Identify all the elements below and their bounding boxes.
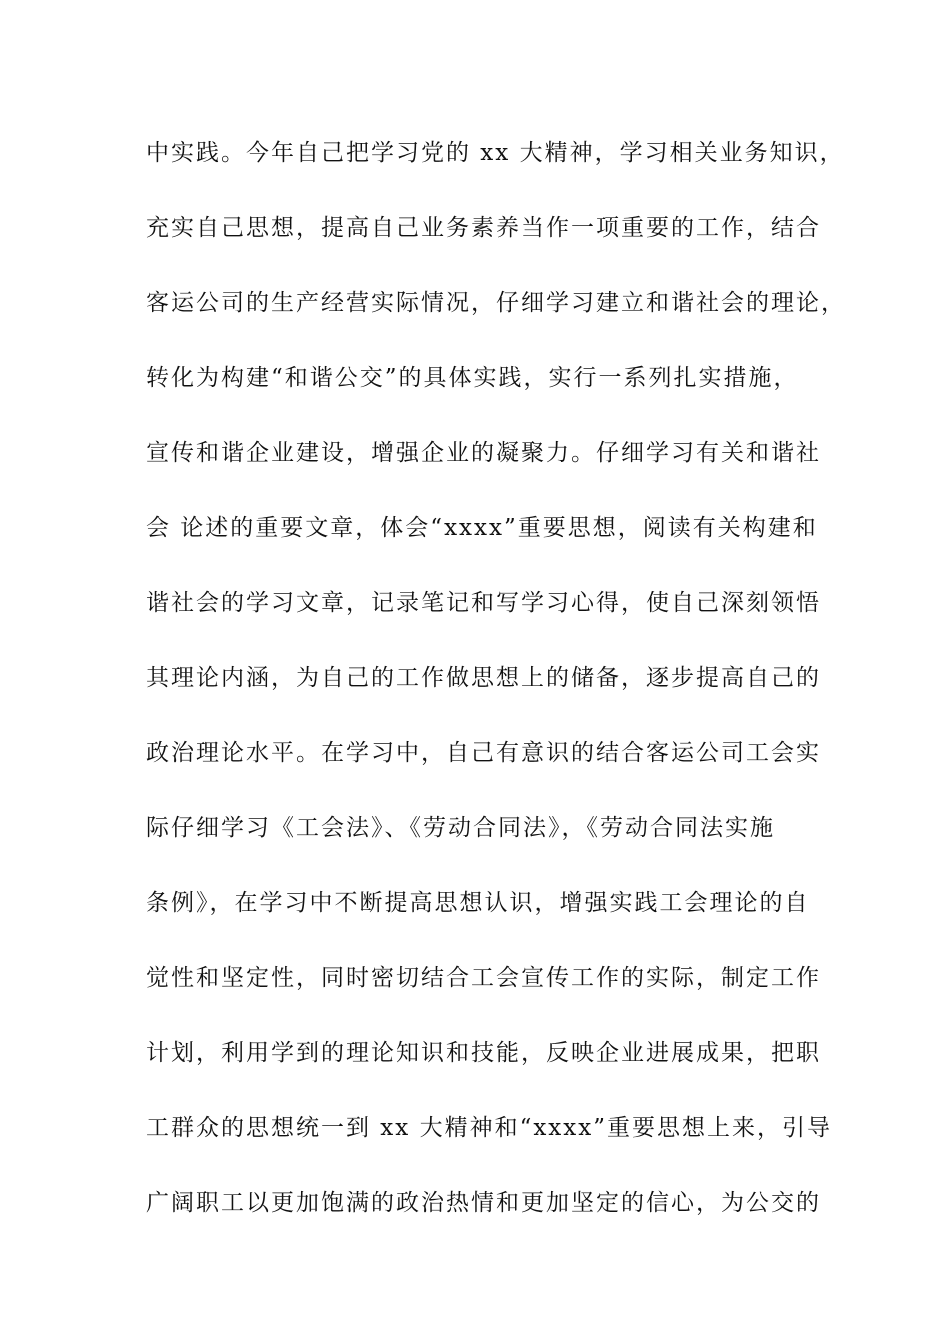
text-line: 工群众的思想统一到 xx 大精神和“xxxx”重要思想上来，引导 [146,1115,832,1141]
text-line: 条例》，在学习中不断提高思想认识，增强实践工会理论的自 [146,890,810,916]
text-line: 际仔细学习《工会法》、《劳动合同法》，《劳动合同法实施 [146,815,775,841]
text-line: 充实自己思想，提高自己业务素养当作一项重要的工作，结合 [146,215,821,241]
text-line: 计划，利用学到的理论知识和技能，反映企业进展成果，把职 [146,1040,821,1066]
text-line: 客运公司的生产经营实际情况，仔细学习建立和谐社会的理论， [146,290,846,316]
text-line: 觉性和坚定性，同时密切结合工会宣传工作的实际，制定工作 [146,965,821,991]
text-line: 转化为构建“和谐公交”的具体实践，实行一系列扎实措施， [146,365,799,391]
text-line: 宣传和谐企业建设，增强企业的凝聚力。仔细学习有关和谐社 [146,440,821,466]
text-line: 政治理论水平。在学习中，自己有意识的结合客运公司工会实 [146,740,821,766]
text-line: 广阔职工以更加饱满的政治热情和更加坚定的信心，为公交的 [146,1190,821,1216]
body-text [146,128,846,1253]
text-line: 会 论述的重要文章，体会“xxxx”重要思想，阅读有关构建和 [146,515,818,541]
text-line: 中实践。今年自己把学习党的 xx 大精神，学习相关业务知识， [146,140,845,166]
text-line: 谐社会的学习文章，记录笔记和写学习心得，使自己深刻领悟 [146,590,821,616]
text-line: 其理论内涵，为自己的工作做思想上的储备，逐步提高自己的 [146,665,821,691]
